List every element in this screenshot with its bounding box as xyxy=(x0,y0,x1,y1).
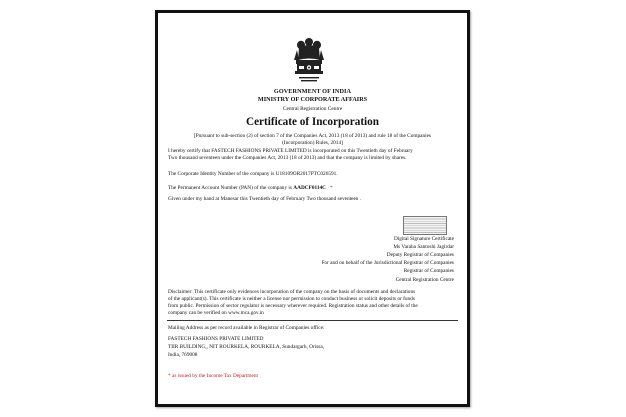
footnote-text: as issued by the Income Tax Department xyxy=(170,373,259,379)
footnote xyxy=(168,374,258,379)
national-emblem-icon xyxy=(290,36,328,86)
certificate-title: Certificate of Incorporation xyxy=(246,116,379,128)
government-heading: GOVERNMENT OF INDIA xyxy=(273,88,352,95)
pan-value: AADCF0114C xyxy=(293,185,326,191)
signature-line-3: Deputy Registrar of Companies xyxy=(386,252,454,258)
signature-line-5: Registrar of Companies xyxy=(403,268,454,274)
footnote-star: * xyxy=(168,373,171,379)
signature-line-4: For and on behalf of the Jurisdictional Registrar of Companies xyxy=(321,260,454,266)
mailing-line-2: TIIR BUILDING,, NIT ROURKELA, ROURKELA, Sundargarh, Orissa, xyxy=(168,344,325,350)
mailing-line-3: India, 769008 xyxy=(168,352,198,358)
pan-star: * xyxy=(329,185,333,191)
given-under-hand-line: Given under my hand at Manesar this Twentieth day of February Two thousand seventeen . xyxy=(168,196,362,202)
disclaimer-line-1: Disclaimer: This certificate only evidences incorporation of the company on the basis of documents and declarations xyxy=(168,289,416,295)
certify-line-2: Two thousand seventeen under the Companies Act, 2013 (18 of 2013) and that the company is limited by shares. xyxy=(168,155,407,161)
disclaimer-line-3: from public. Permission of sector regulator is necessary wherever required. Registration status and other details of the xyxy=(168,303,418,309)
signature-line-2: Ms Varaha Santoshi Jagirdar xyxy=(393,244,454,250)
ministry-heading: MINISTRY OF CORPORATE AFFAIRS xyxy=(257,96,368,103)
section-divider xyxy=(167,320,458,321)
digital-signature-stamp xyxy=(403,216,447,235)
mailing-line-1: FASTECH FASHIONS PRIVATE LIMITED xyxy=(168,336,264,342)
disclaimer-line-2: of the applicant(s). This certificate is neither a license nor permission to conduct business or solicit deposits or funds xyxy=(168,296,415,302)
signature-line-6: Central Registration Centre xyxy=(395,277,454,283)
disclaimer-line-4: company can be verified on www.mca.gov.in xyxy=(168,310,264,316)
pursuant-line-1: [Pursuant to sub-section (2) of section 7 of the Companies Act, 2013 (18 of 2013) and rule 18 of the Companies xyxy=(194,133,431,139)
pursuant-line-2: (Incorporation) Rules, 2014] xyxy=(282,140,343,146)
mailing-intro: Mailing Address as per record available in Registrar of Companies office: xyxy=(168,325,325,331)
pan-line xyxy=(168,186,333,191)
certificate-page xyxy=(155,10,470,407)
corporate-identity-number-line: The Corporate Identity Number of the company is U18109OR2017PTC026591. xyxy=(168,171,338,177)
centre-heading: Central Registration Centre xyxy=(282,106,343,112)
pan-prefix: The Permanent Account Number (PAN) of the company is xyxy=(168,185,294,191)
certify-line-1: I hereby certify that FASTECH FASHIONS PRIVATE LIMITED is incorporated on this Twentieth day of February xyxy=(168,148,413,154)
signature-line-1: Digital Signature Certificate xyxy=(393,236,454,242)
